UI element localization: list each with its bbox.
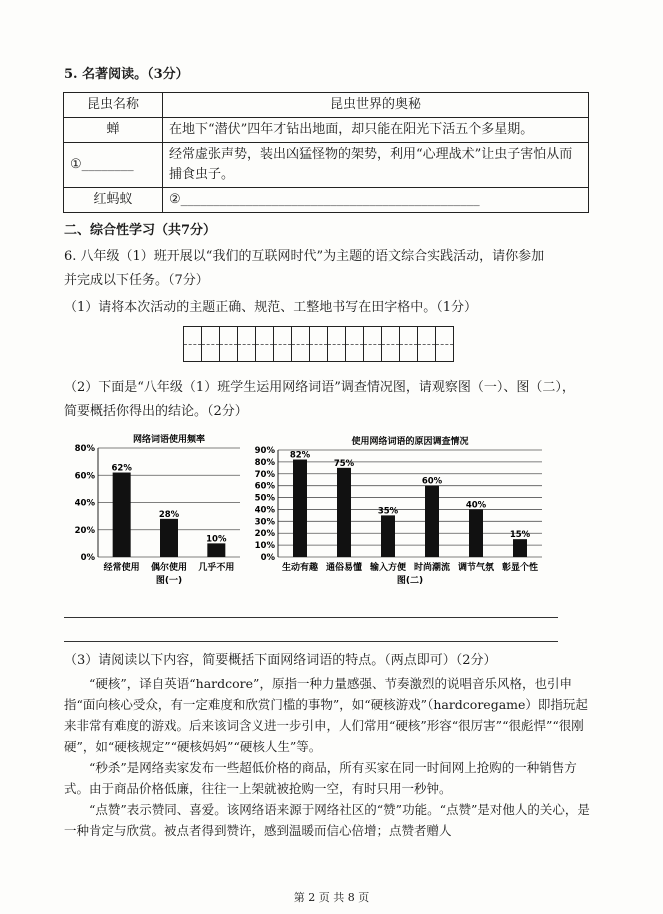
data-label: 15% bbox=[509, 530, 531, 541]
chart-title: 网络词语使用频率 bbox=[132, 435, 206, 445]
y-tick-label: 80% bbox=[254, 457, 275, 468]
chart-caption: 图(二) bbox=[396, 576, 424, 586]
x-tick-label: 调节气氛 bbox=[457, 563, 495, 573]
q5-header-desc: 昆虫世界的奥秘 bbox=[163, 93, 589, 118]
q5-title: 5. 名著阅读。（3分） bbox=[64, 67, 189, 82]
y-tick-label: 90% bbox=[254, 446, 275, 456]
q5-blank-1[interactable]: ①________ bbox=[64, 143, 163, 188]
x-tick-label: 经常使用 bbox=[103, 563, 140, 573]
passage-paragraph: “秒杀”是网络卖家发布一些超低价格的商品，所有买家在同一时间网上抢购的一种销售方式。由于商品价格低廉，往往一上架就被抢购一空，有时只用一秒钟。 bbox=[64, 760, 577, 796]
x-tick-label: 时尚潮流 bbox=[413, 563, 451, 573]
x-tick-label: 通俗易懂 bbox=[325, 563, 363, 573]
chart-usage-frequency bbox=[75, 433, 240, 586]
y-tick-label: 10% bbox=[254, 541, 275, 552]
bar bbox=[207, 543, 225, 557]
bar bbox=[381, 515, 395, 557]
data-label: 82% bbox=[289, 450, 311, 461]
q5-table bbox=[63, 92, 589, 213]
bar bbox=[337, 468, 351, 557]
q6-intro: 6. 八年级（1）班开展以“我们的互联网时代”为主题的语文综合实践活动，请你参加 bbox=[64, 249, 545, 264]
q6-task3: （3）请阅读以下内容，简要概括下面网络词语的特点。（两点即可）（2分） bbox=[64, 653, 497, 668]
y-tick-label: 50% bbox=[254, 493, 275, 504]
y-tick-label: 0% bbox=[260, 553, 275, 563]
data-label: 40% bbox=[465, 500, 487, 511]
x-tick-label: 几乎不用 bbox=[198, 563, 235, 573]
bar bbox=[113, 473, 131, 557]
y-tick-label: 0% bbox=[80, 553, 95, 563]
passage-paragraph: “点赞”表示赞同、喜爱。该网络语来源于网络社区的“赞”功能。“点赞”是对他人的关心，是一种肯定与欣赏。被点者得到赞许，感到温暖而信心倍增；点赞者赠人 bbox=[64, 802, 590, 838]
y-tick-label: 20% bbox=[254, 529, 275, 540]
y-tick-label: 40% bbox=[254, 505, 275, 516]
q5-row-desc: 经常虚张声势，装出凶猛怪物的架势，利用“心理战术”让虫子害怕从而捕食虫子。 bbox=[163, 143, 589, 188]
data-label: 28% bbox=[158, 509, 180, 520]
q5-row-desc: 在地下“潜伏”四年才钻出地面，却只能在阳光下活五个多星期。 bbox=[163, 118, 589, 143]
tianzige-grid[interactable] bbox=[183, 326, 454, 362]
q5-blank-2[interactable]: ②______________________________________________ bbox=[163, 188, 589, 213]
y-tick-label: 20% bbox=[74, 525, 95, 536]
answer-line[interactable] bbox=[64, 617, 558, 618]
y-tick-label: 60% bbox=[74, 471, 95, 482]
q6-intro: 并完成以下任务。（7分） bbox=[64, 273, 209, 288]
bar bbox=[293, 460, 307, 557]
data-label: 10% bbox=[206, 534, 227, 545]
data-label: 60% bbox=[421, 476, 443, 487]
y-tick-label: 70% bbox=[254, 469, 275, 480]
passage-paragraph: “硬核”，译自英语“hardcore”，原指一种力量感强、节奏激烈的说唱音乐风格，也引申指“面向核心受众，有一定难度和欣赏门槛的事物”，如“硬核游戏”（hardcoregame）即指玩起来非常有难度的游戏。后来该词含义进一步引申，人们常用“硬核”形容“很厉害”“很彪悍”“很刚硬”，如“硬核规定”“硬核妈妈”“硬核人生”等。 bbox=[64, 676, 588, 754]
answer-line[interactable] bbox=[64, 641, 558, 642]
bar bbox=[469, 509, 483, 557]
bar bbox=[160, 519, 178, 557]
x-tick-label: 偶尔使用 bbox=[150, 563, 188, 573]
q6-task1: （1）请将本次活动的主题正确、规范、工整地书写在田字格中。（1分） bbox=[64, 300, 478, 315]
q5-row-name: 蝉 bbox=[64, 118, 163, 143]
data-label: 35% bbox=[377, 506, 399, 517]
survey-charts bbox=[60, 428, 600, 596]
bar bbox=[513, 539, 527, 557]
q6-task2: （2）下面是“八年级（1）班学生运用网络词语”调查情况图，请观察图（一）、图（二）， bbox=[64, 380, 575, 395]
q6-task2: 简要概括你得出的结论。（2分） bbox=[64, 404, 248, 419]
q5-row-name: 红蚂蚁 bbox=[64, 188, 163, 213]
x-tick-label: 彰显个性 bbox=[501, 563, 539, 573]
page-footer: 第 2 页 共 8 页 bbox=[293, 891, 370, 904]
chart-title: 使用网络词语的原因调查情况 bbox=[351, 437, 469, 447]
chart-usage-reasons bbox=[255, 435, 542, 586]
x-tick-label: 生动有趣 bbox=[281, 563, 319, 573]
chart-caption: 图(一) bbox=[155, 576, 183, 586]
bar bbox=[425, 486, 439, 557]
y-tick-label: 80% bbox=[74, 444, 95, 454]
y-tick-label: 60% bbox=[254, 481, 275, 492]
passage bbox=[64, 673, 590, 841]
x-tick-label: 输入方便 bbox=[369, 563, 407, 573]
y-tick-label: 30% bbox=[254, 517, 275, 528]
q5-header-name: 昆虫名称 bbox=[64, 93, 163, 118]
data-label: 62% bbox=[111, 463, 132, 474]
data-label: 75% bbox=[333, 458, 355, 469]
section2-title: 二、综合性学习（共7分） bbox=[64, 223, 217, 238]
y-tick-label: 40% bbox=[74, 498, 95, 509]
